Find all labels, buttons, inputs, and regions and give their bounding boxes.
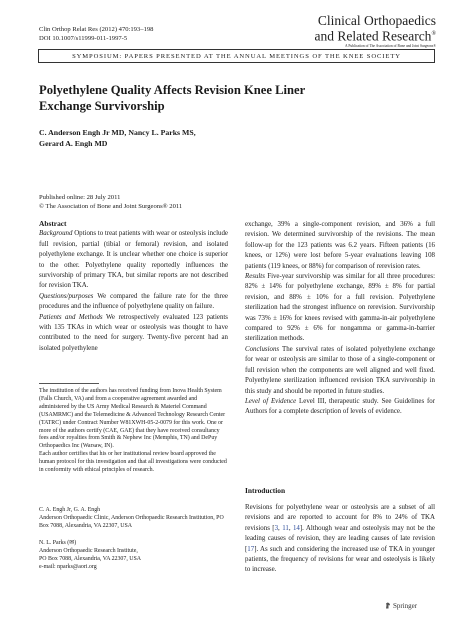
abstract-results bbox=[245, 272, 435, 345]
methods-text-left: We retrospectively evaluated 123 patients with 135 TKAs in which wear or osteolysis was thought to have contributed to the need for surgery. Twenty-five percent had an isolated polyethylene bbox=[39, 313, 228, 352]
doi-line: DOI 10.1007/s11999-011-1997-5 bbox=[39, 35, 128, 42]
conclusions-text: The survival rates of isolated polyethylene exchange for wear or osteolysis are similar to those of a single-component or full revision when the components are well aligned and well fixed. Polyethylene sterilization influenced revision TKA survivorship in this study and should be reported in future studies. bbox=[245, 345, 435, 395]
citation-link[interactable]: 3 bbox=[274, 524, 279, 532]
publisher-name: Springer bbox=[393, 602, 418, 610]
affiliation-1 bbox=[39, 507, 228, 531]
abstract-right-column bbox=[245, 220, 435, 418]
springer-horse-icon bbox=[385, 602, 391, 609]
questions-label: Questions/purposes bbox=[39, 292, 94, 300]
copyright-line: © The Association of Bone and Joint Surgeons® 2011 bbox=[39, 203, 183, 210]
abstract-methods bbox=[39, 313, 228, 355]
abstract-level bbox=[245, 397, 435, 418]
questions-text: We compared the failure rate for the three procedures and the influence of polyethylene quality on failure. bbox=[39, 292, 228, 311]
citation-link[interactable]: 14 bbox=[292, 524, 300, 532]
abstract-conclusions bbox=[245, 345, 435, 397]
affiliation-1-org: Anderson Orthopaedic Clinic, Anderson Orthopaedic Research Institution, PO Box 7088, Alexandria, VA 22307, USA bbox=[39, 514, 224, 529]
abstract-background bbox=[39, 229, 228, 291]
abstract-heading: Abstract bbox=[39, 219, 67, 228]
citation-link[interactable]: 17 bbox=[247, 545, 255, 553]
affiliation-2-org: Anderson Orthopaedic Research Institute, bbox=[39, 547, 138, 554]
results-label: Results bbox=[245, 273, 265, 281]
publisher-logo bbox=[385, 602, 417, 610]
intro-text-a: Revisions for polyethylene wear or osteolysis are a subset of all revisions and are reported to account for 8% to 24% of TKA revisions [ bbox=[245, 504, 435, 532]
background-label: Background bbox=[39, 230, 73, 238]
abstract-questions bbox=[39, 292, 228, 313]
citation-line: Clin Orthop Relat Res (2012) 470:193–198 bbox=[39, 26, 154, 33]
journal-subtitle: A Publication of The Association of Bone and Joint Surgeons® bbox=[345, 43, 436, 48]
article-title: Polyethylene Quality Affects Revision Knee Liner Exchange Survivorship bbox=[39, 83, 305, 113]
footnote-funding-block bbox=[39, 388, 228, 475]
conclusions-label: Conclusions bbox=[245, 345, 280, 353]
affiliation-1-names: C. A. Engh Jr, G. A. Engh bbox=[39, 507, 101, 513]
affiliation-2-address: PO Box 7088, Alexandria, VA 22307, USA bbox=[39, 555, 142, 562]
introduction-paragraph bbox=[245, 503, 435, 576]
level-text: Level III, therapeutic study. See Guidelines for Authors for a complete description of levels of evidence. bbox=[245, 397, 435, 416]
abstract-left-column bbox=[39, 219, 228, 354]
authors-line2: Gerard A. Engh MD bbox=[39, 138, 108, 148]
authors-line1: C. Anderson Engh Jr MD, Nancy L. Parks MS, bbox=[39, 128, 196, 137]
results-text: Five-year survivorship was similar for all three procedures: 82% ± 14% for polyethylene exchange, 89% ± 8% for partial revision, and 88% ± 10% for a full revision. Polyethylene sterilization had the strongest influence on rerevision. Survivorship was 73% ± 16% for knees revised with gamma-in-air polyethylene compared to 92% ± 6% for nongamma or gamma-in-barrier sterilization methods. bbox=[245, 273, 435, 343]
author-list bbox=[39, 128, 289, 149]
intro-sep: , bbox=[278, 524, 283, 532]
affiliation-2 bbox=[39, 540, 228, 572]
citation-link[interactable]: 11 bbox=[282, 524, 289, 532]
intro-sep: , bbox=[288, 524, 293, 532]
journal-name-line1: Clinical Orthopaedics bbox=[317, 13, 436, 28]
journal-logo bbox=[314, 14, 436, 49]
journal-name-line2: and Related Research bbox=[314, 28, 432, 43]
introduction-heading: Introduction bbox=[245, 486, 286, 495]
running-header bbox=[39, 25, 153, 43]
background-text: Options to treat patients with wear or osteolysis include full revision, partial (tibial or femoral) revision, and isolated polyethylene exchange. It is unclear whether one choice is superior to the other. Polyethylene quality reportedly influences the survivorship of primary TKA, but similar reports are not described for revision TKA. bbox=[39, 230, 228, 290]
intro-text-c: ]. As such and considering the increased use of TKA in younger patients, the frequency of revisions for wear and osteolysis is likely to increase. bbox=[245, 545, 435, 574]
methods-label: Patients and Methods bbox=[39, 313, 103, 321]
affiliation-2-names: N. L. Parks (✉) bbox=[39, 540, 77, 546]
footnote-divider bbox=[39, 383, 99, 384]
intro-text-b: ]. Although wear and osteolysis may not be the leading causes of revision, they are leading causes of late revision [ bbox=[245, 524, 435, 553]
funding-note: The institution of the authors has received funding from Inova Health System (Falls Church, VA) and from a cooperative agreement awarded and administered by the US Army Medical Research & Materiel Command (USAMRMC) and the Telemedicine & Advanced Technology Research Center (TATRC) under Contract Number W81XWH-05-2-0079 for this work. One or more of the authors certify (CAE, GAE) that they have received consultancy fees and/or royalties from Smith & Nephew Inc (Memphis, TN) and DePuy Orthopaedics Inc (Warsaw, IN). bbox=[39, 388, 226, 450]
publication-info bbox=[39, 193, 182, 211]
registered-mark: ® bbox=[431, 30, 436, 37]
irb-note: Each author certifies that his or her institutional review board approved the human protocol for this investigation and that all investigations were conducted in conformity with ethical principles of research. bbox=[39, 451, 227, 474]
level-label: Level of Evidence bbox=[245, 397, 297, 405]
methods-text-right: exchange, 39% a single-component revision, and 36% a full revision. We determined survivorship of the revisions. The mean follow-up for the 123 patients was 6.2 years. Fifteen patients (16 knees, or 12%) were lost before 5-year evaluations leaving 108 patients (119 knees, or 88%) for comparison of rerevision rates. bbox=[245, 221, 435, 270]
published-date: Published online: 28 July 2011 bbox=[39, 194, 121, 201]
symposium-banner: SYMPOSIUM: PAPERS PRESENTED AT THE ANNUAL MEETINGS OF THE KNEE SOCIETY bbox=[38, 49, 435, 63]
affiliation-2-email[interactable]: e-mail: nparks@aori.org bbox=[39, 563, 97, 570]
introduction-body bbox=[245, 503, 435, 576]
